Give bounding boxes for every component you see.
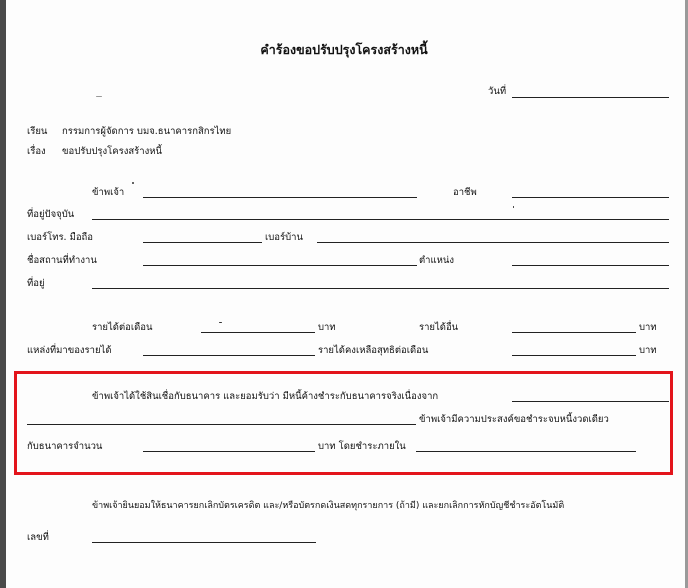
declaration-line-2: ข้าพเจ้ามีความประสงค์ขอชำระจบหนี้งวดเดียว (419, 414, 609, 425)
monthly-income-label: รายได้ต่อเดือน (92, 322, 153, 333)
mobile-label: เบอร์โทร. มือถือ (27, 232, 94, 243)
name-field[interactable] (143, 197, 417, 198)
workplace-label: ชื่อสถานที่ทำงาน (27, 255, 97, 266)
to-value: กรรมการผู้จัดการ บมจ.ธนาคารกสิกรไทย (62, 126, 232, 137)
subject-value: ขอปรับปรุงโครงสร้างหนี้ (62, 146, 162, 157)
income-source-field[interactable] (143, 355, 315, 356)
scan-speck (96, 96, 102, 97)
card-number-field[interactable] (92, 542, 316, 543)
home-phone-field[interactable] (317, 242, 669, 243)
baht-label-3: บาท (639, 345, 657, 356)
position-label: ตำแหน่ง (419, 255, 455, 266)
net-remaining-label: รายได้คงเหลือสุทธิต่อเดือน (318, 345, 429, 356)
consent-text: ข้าพเจ้ายินยอมให้ธนาคารยกเลิกบัตรเครดิต และ/หรือบัตรกดเงินสดทุกรายการ (ถ้ามี) และยกเลิกการหักบัญชีชำระอัตโนมัติ (92, 501, 565, 511)
address-field[interactable] (92, 288, 669, 289)
scan-speck (219, 322, 222, 323)
subject-label: เรื่อง (27, 146, 46, 157)
debt-reason-continued-field[interactable] (27, 424, 416, 425)
other-income-label: รายได้อื่น (419, 322, 459, 333)
to-label: เรียน (27, 126, 48, 137)
net-remaining-field[interactable] (512, 355, 636, 356)
workplace-field[interactable] (143, 265, 417, 266)
date-field[interactable] (512, 97, 669, 98)
occupation-label: อาชีพ (453, 187, 477, 198)
mobile-field[interactable] (143, 242, 262, 243)
name-label: ข้าพเจ้า (92, 187, 125, 198)
other-income-field[interactable] (512, 332, 636, 333)
debt-reason-field[interactable] (512, 401, 669, 402)
scan-speck (513, 206, 514, 208)
settlement-deadline-field[interactable] (416, 451, 636, 452)
position-field[interactable] (512, 265, 669, 266)
occupation-field[interactable] (512, 197, 669, 198)
declaration-amount-label: กับธนาคารจำนวน (27, 441, 103, 452)
scan-left-edge (0, 0, 6, 588)
declaration-deadline-label: บาท โดยชำระภายใน (318, 441, 406, 452)
income-source-label: แหล่งที่มาของรายได้ (27, 345, 112, 356)
date-label: วันที่ (488, 86, 507, 97)
monthly-income-field[interactable] (201, 332, 315, 333)
home-phone-label: เบอร์บ้าน (265, 232, 303, 243)
current-address-label: ที่อยู่ปัจจุบัน (27, 209, 75, 220)
form-title: คำร้องขอปรับปรุงโครงสร้างหนี้ (260, 42, 428, 57)
baht-label-1: บาท (318, 322, 336, 333)
address-label: ที่อยู่ (27, 278, 45, 289)
declaration-line-1: ข้าพเจ้าได้ใช้สินเชื่อกับธนาคาร และยอมรับว่า มีหนี้ค้างชำระกับธนาคารจริงเนื่องจาก (92, 391, 439, 402)
number-label: เลขที่ (27, 532, 49, 543)
scan-speck (132, 182, 134, 184)
current-address-field[interactable] (92, 219, 669, 220)
baht-label-2: บาท (639, 322, 657, 333)
settlement-amount-field[interactable] (143, 451, 315, 452)
